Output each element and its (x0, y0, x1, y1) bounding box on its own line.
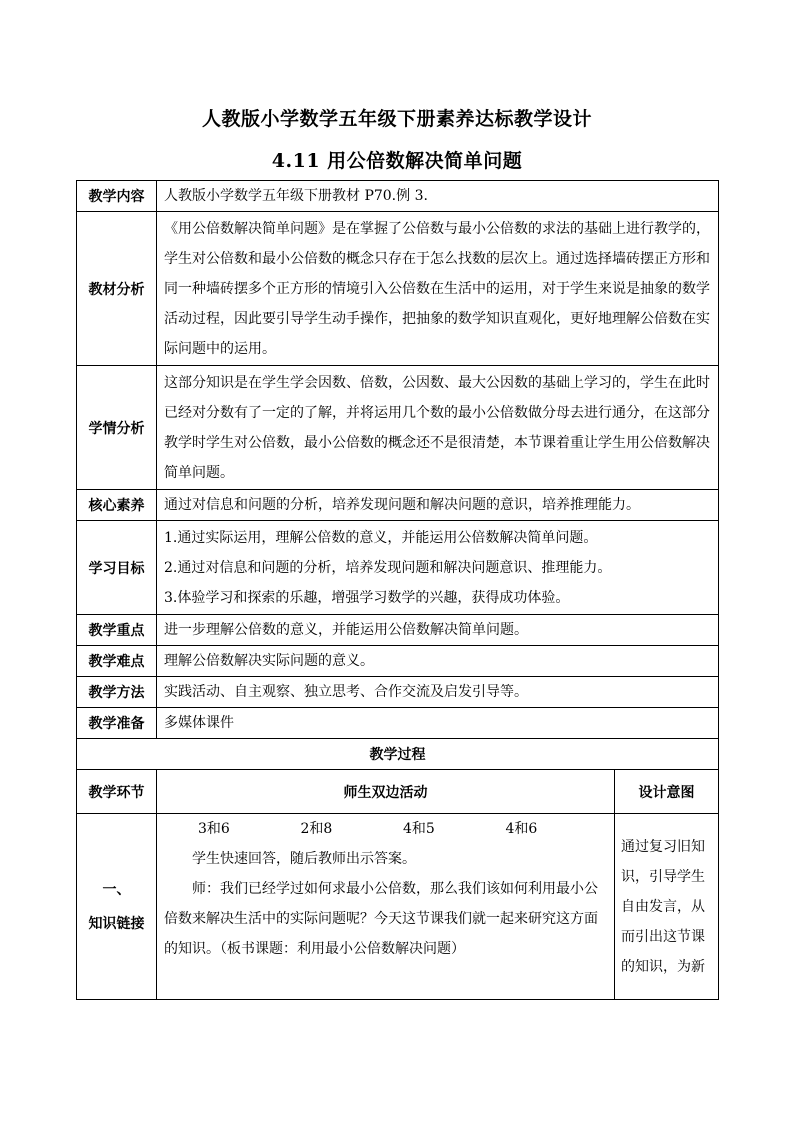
row-process-heading (77, 739, 719, 770)
number-pair: 2和8 (300, 821, 333, 837)
value-learning-goals (157, 521, 719, 615)
label-preparation: 教学准备 (77, 708, 157, 739)
value-core-literacy: 通过对信息和问题的分析，培养发现问题和解决问题的意识，培养推理能力。 (157, 490, 719, 521)
label-student-analysis: 学情分析 (77, 366, 157, 490)
lesson-plan-table (76, 180, 719, 1000)
value-difficulty: 理解公倍数解决实际问题的意义。 (157, 646, 719, 677)
row-core-literacy (77, 490, 719, 521)
label-method: 教学方法 (77, 677, 157, 708)
row-method (77, 677, 719, 708)
number-pair: 4和6 (505, 821, 538, 837)
label-textbook-analysis: 教材分析 (77, 212, 157, 366)
label-learning-goals: 学习目标 (77, 521, 157, 615)
stage-1-activity (157, 814, 615, 1000)
row-key-point (77, 615, 719, 646)
goal-item: 2.通过对信息和问题的分析，培养发现问题和解决问题意识、推理能力。 (164, 559, 612, 576)
col-header-stage: 教学环节 (77, 770, 157, 814)
value-method: 实践活动、自主观察、独立思考、合作交流及启发引导等。 (157, 677, 719, 708)
value-textbook-analysis (157, 212, 719, 366)
value-preparation: 多媒体课件 (157, 708, 719, 739)
row-difficulty (77, 646, 719, 677)
stage-1-cell (77, 814, 157, 1000)
value-student-analysis (157, 366, 719, 490)
textbook-analysis-text: 《用公倍数解决简单问题》是在掌握了公倍数与最小公倍数的求法的基础上进行教学的，学生对公倍数和最小公倍数的概念只存在于怎么找数的层次上。通过选择墙砖摆正方形和同一种墙砖摆多个正方形的情境引入公倍数在生活中的运用，对于学生来说是抽象的数学活动过程，因此要引导学生动手操作，把抽象的数学知识直观化，更好地理解公倍数在实际问题中的运用。 (164, 220, 710, 357)
number-pair: 4和5 (403, 821, 435, 837)
value-content: 人教版小学数学五年级下册教材 P70.例 3. (157, 181, 719, 212)
label-content: 教学内容 (77, 181, 157, 212)
number-pair: 3和6 (198, 821, 230, 837)
process-heading: 教学过程 (77, 739, 719, 770)
row-textbook-analysis (77, 212, 719, 366)
stage-1-number: 一、 (102, 881, 131, 898)
review-number-pairs (164, 814, 608, 844)
document-title: 人教版小学数学五年级下册素养达标教学设计 (201, 108, 592, 130)
goal-item: 3.体验学习和探索的乐趣，增强学习数学的兴趣，获得成功体验。 (164, 589, 570, 606)
goal-item: 1.通过实际运用，理解公倍数的意义，并能运用公倍数解决简单问题。 (164, 529, 598, 546)
col-header-intent: 设计意图 (615, 770, 719, 814)
label-difficulty: 教学难点 (77, 646, 157, 677)
row-preparation (77, 708, 719, 739)
col-header-activity: 师生双边活动 (157, 770, 615, 814)
label-core-literacy: 核心素养 (77, 490, 157, 521)
row-process-columns (77, 770, 719, 814)
row-content (77, 181, 719, 212)
row-stage-1 (77, 814, 719, 1000)
value-key-point: 进一步理解公倍数的意义，并能运用公倍数解决简单问题。 (157, 615, 719, 646)
row-learning-goals (77, 521, 719, 615)
stage-1-name: 知识链接 (88, 915, 145, 932)
stage-1-intent: 通过复习旧知识，引导学生自由发言，从而引出这节课的知识，为新 (615, 814, 719, 1000)
activity-paragraph: 师：我们已经学过如何求最小公倍数，那么我们该如何利用最小公倍数来解决生活中的实际问题呢？今天这节课我们就一起来研究这方面的知识。（板书课题：利用最小公倍数解决问题） (164, 881, 598, 957)
row-student-analysis (77, 366, 719, 490)
lesson-title: 4.11 用公倍数解决简单问题 (271, 150, 523, 172)
label-key-point: 教学重点 (77, 615, 157, 646)
student-analysis-text: 这部分知识是在学生学会因数、倍数，公因数、最大公因数的基础上学习的，学生在此时已经对分数有了一定的了解，并将运用几个数的最小公倍数做分母去进行通分，在这部分教学时学生对公倍数，最小公倍数的概念还不是很清楚，本节课着重让学生用公倍数解决简单问题。 (164, 374, 710, 481)
activity-paragraph: 学生快速回答，随后教师出示答案。 (192, 851, 416, 867)
